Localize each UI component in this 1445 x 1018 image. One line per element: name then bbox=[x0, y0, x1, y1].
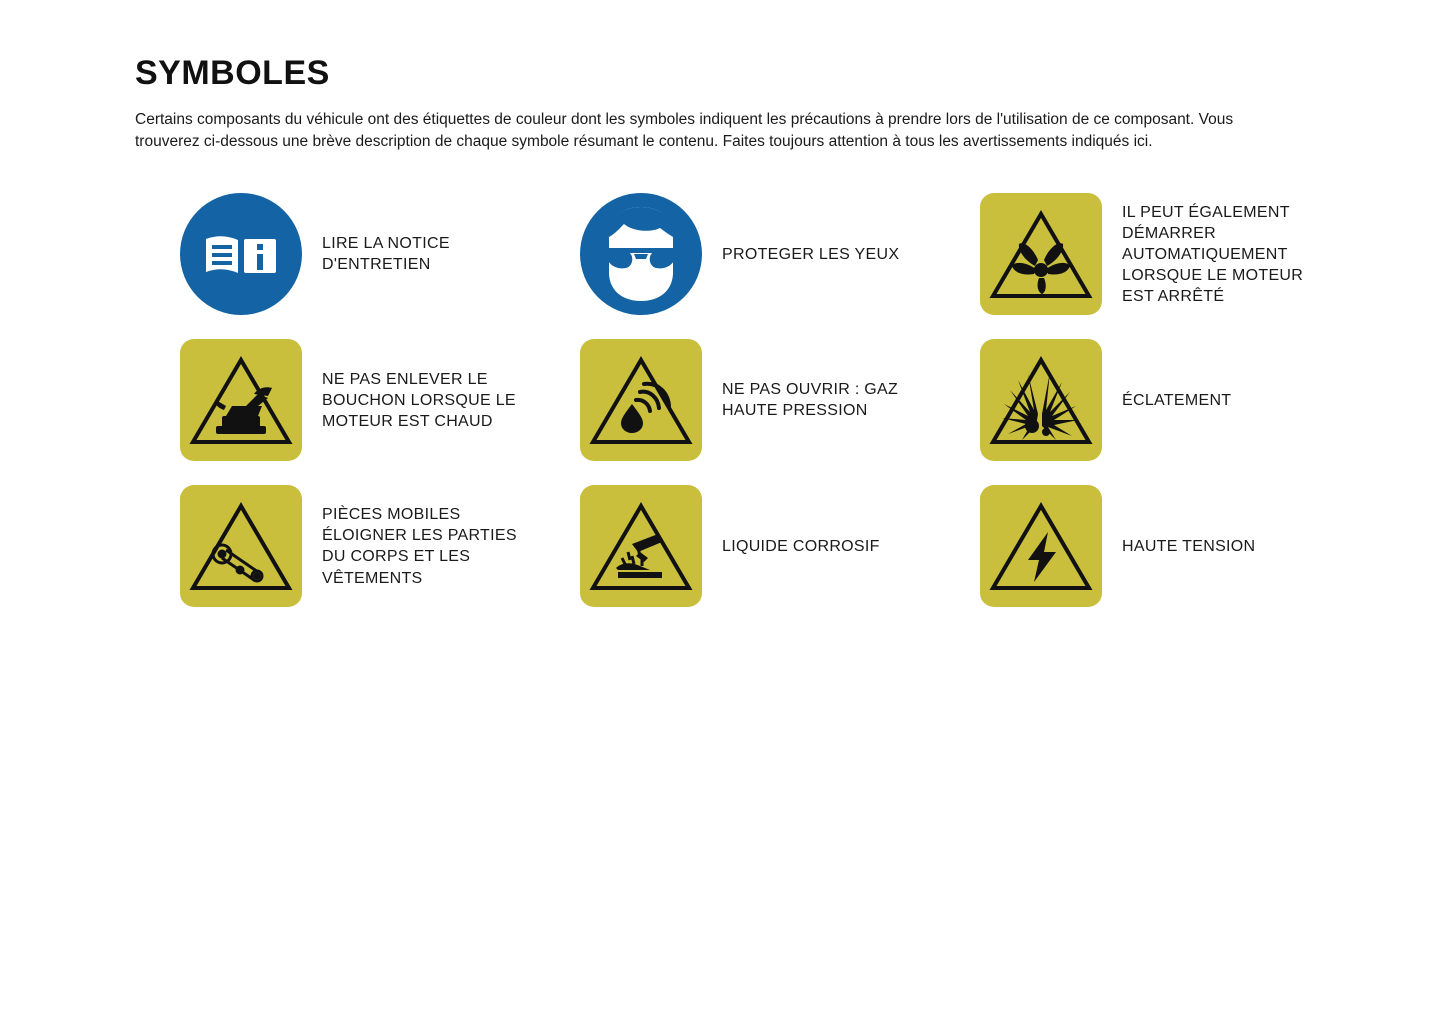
high-voltage-icon bbox=[980, 485, 1102, 607]
symbol-label: PROTEGER LES YEUX bbox=[722, 245, 900, 263]
symbol-label: LIQUIDE CORROSIF bbox=[722, 537, 880, 555]
symbol-item bbox=[180, 479, 580, 613]
symbol-label: PIÈCES MOBILES ÉLOIGNER LES PARTIES DU CORPS ET LES VÊTEMENTS bbox=[322, 506, 517, 587]
symbol-icon-wrap bbox=[580, 193, 702, 315]
symbol-label: LIRE LA NOTICE D'ENTRETIEN bbox=[322, 235, 450, 274]
page-title: SYMBOLES bbox=[135, 54, 330, 92]
symbol-icon-wrap bbox=[580, 485, 702, 607]
moving-parts-belt-icon bbox=[180, 485, 302, 607]
symbol-item bbox=[180, 333, 580, 467]
safety-goggles-icon bbox=[580, 193, 702, 315]
symbol-label: NE PAS ENLEVER LE BOUCHON LORSQUE LE MOTEUR EST CHAUD bbox=[322, 370, 516, 430]
symbol-icon-wrap bbox=[180, 193, 302, 315]
intro-paragraph: Certains composants du véhicule ont des étiquettes de couleur dont les symboles indiquent les précautions à prendre lors de l'utilisation de ce composant. Vous trouverez ci-dessous une brève description de chaque symbole résumant le contenu. Faites toujours attention à tous les avertissements indiqués ici. bbox=[135, 110, 1234, 150]
manual-book-icon bbox=[180, 193, 302, 315]
symbol-icon-wrap bbox=[580, 339, 702, 461]
symbol-label: ÉCLATEMENT bbox=[1122, 391, 1232, 409]
corrosive-liquid-icon bbox=[580, 485, 702, 607]
symbol-item bbox=[180, 187, 580, 321]
fan-auto-start-icon bbox=[980, 193, 1102, 315]
symbols-grid bbox=[180, 187, 1375, 613]
symbol-item bbox=[580, 333, 980, 467]
symbol-icon-wrap bbox=[980, 193, 1102, 315]
symbol-item bbox=[980, 187, 1380, 321]
symbol-item bbox=[980, 479, 1380, 613]
symbol-item bbox=[580, 187, 980, 321]
symbol-icon-wrap bbox=[180, 339, 302, 461]
hot-radiator-cap-icon bbox=[180, 339, 302, 461]
symbol-label: HAUTE TENSION bbox=[1122, 537, 1256, 555]
symbol-icon-wrap bbox=[180, 485, 302, 607]
symbol-item bbox=[980, 333, 1380, 467]
symbol-icon-wrap bbox=[980, 339, 1102, 461]
symbol-label: IL PEUT ÉGALEMENT DÉMARRER AUTOMATIQUEMENT LORSQUE LE MOTEUR EST ARRÊTÉ bbox=[1122, 203, 1304, 306]
explosion-burst-icon bbox=[980, 339, 1102, 461]
symbol-item bbox=[580, 479, 980, 613]
pressurized-gas-icon bbox=[580, 339, 702, 461]
symbol-icon-wrap bbox=[980, 485, 1102, 607]
symbol-label: NE PAS OUVRIR : GAZ HAUTE PRESSION bbox=[722, 381, 899, 420]
